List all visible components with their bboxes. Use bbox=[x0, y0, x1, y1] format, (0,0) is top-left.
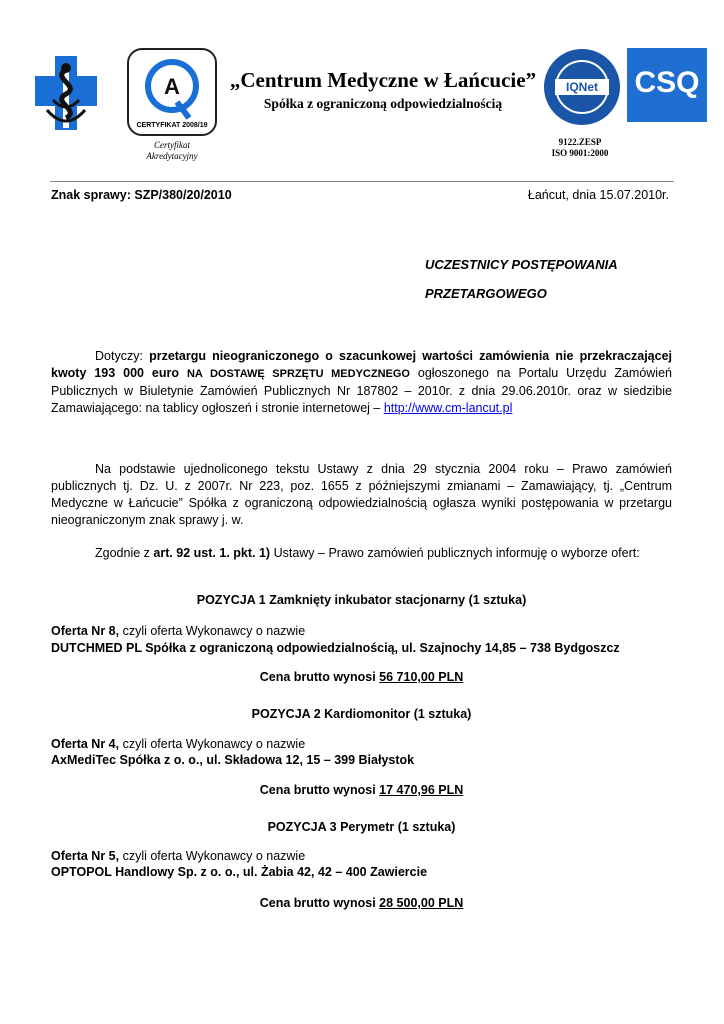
offer-number: Oferta Nr 5, bbox=[51, 849, 120, 863]
subject-bold-small: NA DOSTAWĘ SPRZĘTU MEDYCZNEGO bbox=[186, 368, 410, 380]
offer-text: czyli oferta Wykonawcy o nazwie bbox=[119, 737, 306, 751]
cert-caption-line1: Certyfikat bbox=[154, 140, 190, 150]
medical-cross-icon bbox=[33, 48, 99, 138]
subject-bold: przetargu nieograniczonego o szacunkowej wartości zamówienia nie przekraczającej kwoty 193 000 euro bbox=[51, 349, 672, 380]
offer-line bbox=[51, 848, 305, 865]
recipient-line2: PRZETARGOWEGO bbox=[425, 286, 547, 301]
offer-text: czyli oferta Wykonawcy o nazwie bbox=[119, 624, 306, 638]
recipient-line1: UCZESTNICY POSTĘPOWANIA bbox=[425, 257, 618, 272]
iqnet-text: IQNet bbox=[565, 80, 598, 94]
price-value: 17 470,96 PLN bbox=[379, 783, 464, 797]
price-line bbox=[51, 782, 672, 799]
iso-standard: ISO 9001:2000 bbox=[551, 148, 609, 158]
subject-rest: ogłoszonego na Portalu Urzędu Zamówień Publicznych w Biuletynie Zamówień Publicznych Nr 187802 – 2010r. z dnia 29.06.2010r. oraz w siedzibie Zamawiającego: na tablicy ogłoszeń i stronie internetowej – bbox=[51, 366, 672, 415]
price-value: 56 710,00 PLN bbox=[379, 670, 464, 684]
offer-number: Oferta Nr 8, bbox=[51, 624, 120, 638]
selection-paragraph bbox=[51, 545, 672, 562]
accreditation-logo bbox=[127, 48, 217, 136]
position-heading: POZYCJA 3 Perymetr (1 sztuka) bbox=[267, 820, 456, 834]
contractor-name: DUTCHMED PL Spółka z ograniczoną odpowiedzialnością, ul. Szajnochy 14,85 – 738 Bydgoszcz bbox=[51, 641, 620, 655]
selection-after: Ustawy – Prawo zamówień publicznych informuję o wyborze ofert: bbox=[270, 546, 640, 560]
price-line bbox=[51, 669, 672, 686]
header-divider bbox=[50, 181, 674, 182]
offer-text: czyli oferta Wykonawcy o nazwie bbox=[119, 849, 306, 863]
company-subtitle: Spółka z ograniczoną odpowiedzialnością bbox=[263, 96, 503, 111]
place-date: Łańcut, dnia 15.07.2010r. bbox=[527, 188, 669, 202]
csq-text: CSQ bbox=[634, 66, 700, 99]
cert-caption-line2: Akredytacyjny bbox=[146, 151, 198, 161]
case-number: Znak sprawy: SZP/380/20/2010 bbox=[51, 188, 232, 202]
price-line bbox=[51, 895, 672, 912]
website-link[interactable]: http://www.cm-lancut.pl bbox=[383, 401, 513, 415]
medical-cross-logo bbox=[33, 48, 99, 138]
contractor-name: AxMediTec Spółka z o. o., ul. Składowa 12, 15 – 399 Białystok bbox=[51, 753, 415, 767]
svg-text:A: A bbox=[164, 74, 180, 99]
offer-number: Oferta Nr 4, bbox=[51, 737, 120, 751]
contractor-name: OPTOPOL Handlowy Sp. z o. o., ul. Żabia 42, 42 – 400 Zawiercie bbox=[51, 865, 428, 879]
iso-caption bbox=[530, 137, 630, 159]
position-heading: POZYCJA 2 Kardiomonitor (1 sztuka) bbox=[251, 707, 472, 721]
selection-article: art. 92 ust. 1. pkt. 1) bbox=[153, 546, 271, 560]
subject-paragraph bbox=[51, 348, 672, 417]
iso-code: 9122.ZESP bbox=[558, 137, 602, 147]
subject-intro: Dotyczy: bbox=[95, 349, 150, 363]
price-label: Cena brutto wynosi bbox=[259, 783, 380, 797]
cert-badge-text: CERTYFIKAT 2008/19 bbox=[136, 122, 208, 129]
offer-line bbox=[51, 623, 305, 640]
cert-caption bbox=[120, 140, 224, 162]
csq-logo bbox=[627, 48, 707, 122]
legal-basis-paragraph: Na podstawie ujednoliconego tekstu Ustawy z dnia 29 stycznia 2004 roku – Prawo zamówień publicznych tj. Dz. U. z 2007r. Nr 223, poz. 1655 z późniejszymi zmianami – Zamawiający, tj. „Centrum Medyczne w Łańcucie” Spółka z ograniczoną odpowiedzialnością ogłasza wyniki postępowania w przetargu nieograniczonym znak sprawy j. w. bbox=[51, 462, 672, 527]
price-value: 28 500,00 PLN bbox=[379, 896, 464, 910]
selection-before: Zgodnie z bbox=[95, 546, 154, 560]
company-title: „Centrum Medyczne w Łańcucie” bbox=[229, 68, 537, 92]
position-heading: POZYCJA 1 Zamknięty inkubator stacjonarny (1 sztuka) bbox=[196, 593, 527, 607]
offer-line bbox=[51, 736, 305, 753]
iqnet-certified-logo bbox=[543, 48, 621, 126]
price-label: Cena brutto wynosi bbox=[259, 896, 380, 910]
price-label: Cena brutto wynosi bbox=[259, 670, 380, 684]
